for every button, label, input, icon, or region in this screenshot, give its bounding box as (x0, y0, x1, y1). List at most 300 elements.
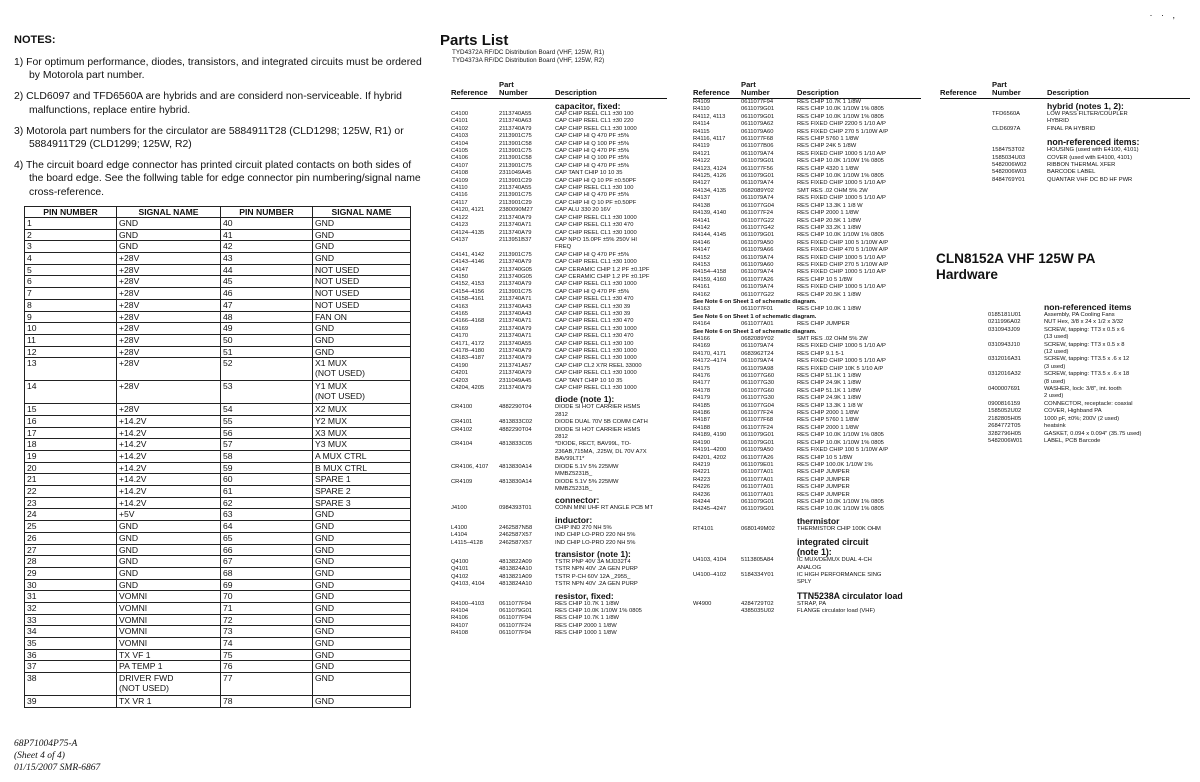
part-number-cell: 5482006W03 (992, 169, 1027, 176)
description-cell: CAP CHIP REEL CL1 ±30 470 (555, 222, 634, 229)
signal-name-cell: SPARE 1 (313, 474, 411, 486)
reference-cell: R4108 (451, 630, 469, 637)
description-cell: RES CHIP 10.0K 1 1/8W (797, 306, 862, 313)
signal-name-cell: +14.2V (117, 415, 221, 427)
reference-cell: C4105 (451, 148, 469, 155)
parts-row (693, 417, 921, 424)
pin-number-cell: 16 (25, 415, 117, 427)
reference-cell: R4186 (693, 410, 711, 417)
parts-row (693, 136, 921, 143)
table-row (25, 276, 411, 288)
pin-number-cell: 31 (25, 591, 117, 603)
reference-cell: C4123 (451, 222, 469, 229)
signal-name-cell: GND (313, 229, 411, 241)
parts-row (451, 566, 667, 573)
pin-number-cell: 51 (221, 346, 313, 358)
part-number-cell: 0611077F56 (741, 165, 774, 172)
reference-cell: R4236 (693, 491, 711, 498)
parts-row (451, 559, 667, 566)
description-cell: RES CHIP 1000 1 1/8W (555, 630, 617, 637)
signal-name-cell: +14.2V (117, 474, 221, 486)
reference-cell: C4201 (451, 370, 469, 377)
part-number-cell: 0611079A74 (741, 150, 774, 157)
reference-cell: C4137 (451, 236, 469, 243)
reference-cell: R4125, 4126 (693, 173, 727, 180)
table-row (25, 218, 411, 230)
parts-row (451, 111, 667, 118)
pin-number-cell: 73 (221, 626, 313, 638)
description-cell: BARCODE LABEL (1047, 169, 1096, 176)
pin-number-cell: 70 (221, 591, 313, 603)
part-number-cell: 0611079A74 (741, 358, 774, 365)
description-cell: RES CHIP JUMPER (797, 484, 850, 491)
reference-cell: C4141, 4142 (451, 251, 485, 258)
description-cell: SMT RES .02 OHM 5% 2W (797, 336, 868, 342)
part-number-cell: 0611079G01 (741, 432, 775, 439)
pin-number-cell: 63 (221, 509, 313, 521)
part-number-cell: 4284729T02 4385035U02 (741, 600, 775, 615)
pin-number-cell: 22 (25, 486, 117, 498)
description-cell: RES CHIP 9.1 5-1 (797, 350, 844, 357)
parts-column-header (940, 81, 1190, 99)
pin-number-cell: 29 (25, 567, 117, 579)
parts-row (940, 408, 1190, 415)
parts-row (451, 163, 667, 170)
table-row (25, 673, 411, 696)
reference-cell: R4100–4103 (451, 600, 485, 607)
reference-cell: R4170, 4171 (693, 350, 727, 357)
part-number-cell: 0611077F94 (499, 615, 532, 622)
description-cell: LABEL, PCB Barcode (1044, 437, 1101, 444)
parts-row (693, 366, 921, 373)
reference-cell: CR4109 (451, 478, 473, 485)
description-cell: SCREW, tapping: TT3.5 x .6 x 12 (3 used) (1044, 356, 1130, 370)
table-row (25, 521, 411, 533)
part-number-cell: 2113901C75 (499, 133, 532, 140)
description-cell: CONN MINI UHF RT ANGLE PCB MT (555, 505, 654, 512)
parts-row (693, 447, 921, 454)
pin-number-cell: 2 (25, 229, 117, 241)
parts-row (451, 133, 667, 140)
reference-cell: C4122 (451, 214, 469, 221)
description-cell: RES CHIP 13.3K 1 1/8 W (797, 402, 863, 409)
parts-row (693, 395, 921, 402)
section-heading: resistor, fixed: (555, 590, 614, 601)
reference-cell: R4138 (693, 202, 711, 209)
part-number-cell: 0611077F24 (741, 210, 774, 217)
table-row (25, 579, 411, 591)
part-number-cell: 0611079G01 (741, 106, 775, 113)
signal-name-cell: GND (313, 626, 411, 638)
pin-number-cell: 64 (221, 521, 313, 533)
signal-name-cell: GND (117, 229, 221, 241)
signal-name-cell: +28V (117, 264, 221, 276)
signal-name-cell: +14.2V (117, 427, 221, 439)
signal-name-cell: VOMNI (117, 614, 221, 626)
parts-row (451, 178, 667, 185)
description-cell: SMT RES .02 OHM 5% 2W (797, 187, 868, 194)
description-cell: TSTR PNP 40V 3A MJD32T4 (555, 558, 631, 565)
pin-number-cell: 60 (221, 474, 313, 486)
pin-number-cell: 75 (221, 649, 313, 661)
reference-cell: R4146 (693, 239, 711, 246)
part-number-cell: 0611077A26 (741, 454, 774, 461)
reference-cell: C4147 (451, 266, 469, 273)
signal-name-cell: GND (313, 521, 411, 533)
signal-name-cell: +14.2V (117, 451, 221, 463)
parts-row (693, 247, 921, 254)
description-cell: RES FIXED CHIP 1000 5 1/10 A/P (797, 269, 886, 276)
description-cell: SCREW, tapping: TT3.5 x .6 x 18 (8 used) (1044, 371, 1130, 385)
description-cell: RES CHIP 10.0K 1/10W 1% 0805 (555, 607, 642, 614)
signal-name-cell: GND (313, 673, 411, 696)
reference-cell: R4137 (693, 195, 711, 202)
description-cell: TSTR NPN 40V .2A GEN PURP (555, 566, 638, 573)
parts-row (451, 155, 667, 162)
part-number-cell: 0611079A98 (741, 365, 774, 372)
part-number-cell: 2113901C58 (499, 155, 532, 162)
part-number-cell: 0611077G30 (741, 380, 775, 387)
signal-name-cell: GND (313, 696, 411, 708)
signal-name-cell: GND (313, 661, 411, 673)
signal-name-cell: GND (313, 591, 411, 603)
signal-name-cell: +28V (117, 299, 221, 311)
part-number-cell: 0611077G60 (741, 387, 775, 394)
signal-name-cell: PA TEMP 1 (117, 661, 221, 673)
part-number-cell: 0611077F24 (499, 622, 532, 629)
parts-row (940, 319, 1190, 326)
parts-row (451, 267, 667, 274)
description-cell: RES CHIP 13.3K 1 1/8 W (797, 202, 863, 209)
reference-cell: R4219 (693, 461, 711, 468)
signal-name-cell: SPARE 3 (313, 497, 411, 509)
parts-row (693, 203, 921, 210)
parts-row (451, 363, 667, 370)
section-heading: hybrid (notes 1, 2): (1047, 101, 1124, 111)
part-number-cell: 0611077A01 (741, 321, 774, 328)
signal-name-cell: GND (117, 521, 221, 533)
parts-row (693, 410, 921, 417)
reference-cell: C4163 (451, 303, 469, 310)
part-number-cell: 0611079G01 (741, 113, 775, 120)
parts-row (693, 292, 921, 299)
part-number-cell: 0611079A74 (741, 343, 774, 350)
description-cell: CAP CHIP REEL CL1 ±30 100 (555, 340, 634, 347)
part-number-cell: 1584753T02 (992, 147, 1025, 154)
parts-row (451, 540, 667, 547)
parts-row (693, 232, 921, 239)
part-number-cell: 2113740G05 (499, 266, 533, 273)
description-cell: CAP CHIP REEL CL1 ±30 1000 (555, 125, 637, 132)
parts-row (940, 327, 1190, 342)
part-number-cell: 4813830A14 (499, 463, 532, 470)
description-cell: IC MUX/DEMUX DUAL 4-CH ANALOG (797, 557, 872, 571)
parts-row (693, 210, 921, 217)
pin-number-cell: 3 (25, 241, 117, 253)
description-cell: HOUSING (used with E4100, 4101) (1047, 147, 1139, 154)
part-number-cell: 0611079A74 (741, 195, 774, 202)
signal-name-cell: B MUX CTRL (313, 462, 411, 474)
signal-name-cell: X2 MUX (313, 404, 411, 416)
parts-row (451, 608, 667, 615)
note-3: 3) Motorola part numbers for the circulator are 5884911T28 (CLD1298; 125W, R1) or 5884911T29 (CLD1299; 125W, R2) (14, 125, 404, 151)
part-number-cell: 1585052U02 (988, 408, 1022, 415)
reference-cell: W4900 (693, 600, 712, 607)
description-cell: CONNECTOR, receptacle: coaxial (1044, 400, 1133, 407)
pin-number-cell: 45 (221, 276, 313, 288)
signal-name-cell: +28V (117, 323, 221, 335)
parts-row (451, 237, 667, 252)
parts-row (451, 185, 667, 192)
pin-number-cell: 20 (25, 462, 117, 474)
parts-row (940, 416, 1190, 423)
parts-row (451, 378, 667, 385)
parts-row (451, 274, 667, 281)
description-cell: heatsink (1044, 423, 1066, 430)
parts-row (451, 200, 667, 207)
part-number-cell: 4813833C02 (499, 419, 533, 426)
section-heading: connector: (555, 495, 600, 506)
description-cell: FINAL PA HYBRID (1047, 125, 1096, 132)
part-number-cell: 0611077G04 (741, 202, 775, 209)
description-cell: CAP CHIP HI Q 100 PF ±5% (555, 140, 630, 147)
section-heading: inductor: (555, 514, 593, 525)
pin-number-cell: 40 (221, 218, 313, 230)
part-number-cell: 0682089Y02 (741, 336, 774, 342)
part-number-cell: 0611079A74 (741, 284, 774, 291)
pin-number-cell: 59 (221, 462, 313, 474)
description-cell: RES CHIP 10.7K 1 1/8W (555, 615, 620, 622)
part-number-cell: 2113740A55 (499, 340, 532, 347)
part-number-cell: 2311049A45 (499, 170, 532, 177)
pin-number-cell: 18 (25, 439, 117, 451)
notes-title: NOTES: (14, 34, 56, 46)
pin-number-cell: 5 (25, 264, 117, 276)
pin-number-cell: 44 (221, 264, 313, 276)
signal-name-cell: +14.2V (117, 486, 221, 498)
reference-cell: C4101 (451, 118, 469, 125)
reference-cell: Q4101 (451, 566, 469, 573)
description-cell: CAP TANT CHIP 10 10 35 (555, 377, 623, 384)
reference-cell: R4134, 4135 (693, 187, 727, 194)
signal-name-cell: GND (117, 218, 221, 230)
reference-cell: C4103 (451, 133, 469, 140)
header-description: Description (555, 88, 597, 97)
reference-cell: RT4101 (693, 525, 714, 532)
header-reference: Reference (693, 88, 730, 97)
part-number-cell: 0611079A50 (741, 447, 774, 454)
parts-row (451, 532, 667, 539)
reference-cell: C4166–4168 (451, 318, 485, 325)
part-number-cell: 0611077F94 (499, 630, 532, 637)
part-number-cell: 8484769Y01 (992, 176, 1025, 183)
reference-cell: R4188 (693, 424, 711, 431)
parts-list-body (693, 99, 921, 616)
parts-row (451, 333, 667, 340)
signal-name-cell: +28V (117, 311, 221, 323)
parts-list-body (940, 101, 1190, 184)
header-signal-name-1: SIGNAL NAME (117, 207, 221, 218)
signal-name-cell: GND (313, 649, 411, 661)
pin-number-cell: 21 (25, 474, 117, 486)
pin-number-cell: 66 (221, 544, 313, 556)
part-number-cell: 5184334Y01 (741, 571, 774, 578)
description-cell: RES CHIP 24.9K 1 1/8W (797, 395, 862, 402)
part-number-cell: 0611077F68 (741, 136, 774, 143)
signal-name-cell: GND (117, 241, 221, 253)
description-cell: CAP CHIP REEL CL1 ±30 39 (555, 310, 631, 317)
part-number-cell: 0611079E01 (741, 461, 774, 468)
description-cell: RES CHIP 2000 1 1/8W (555, 622, 617, 629)
part-number-cell: 0312016A31 (988, 356, 1021, 363)
signal-name-cell: +28V (117, 346, 221, 358)
parts-column-2 (693, 81, 921, 616)
part-number-cell: CLD6097A (992, 125, 1021, 132)
signal-name-cell: NOT USED (313, 276, 411, 288)
part-number-cell: 2113951B37 (499, 236, 532, 243)
parts-row (451, 304, 667, 311)
description-cell: RES CHIP 10.0K 1/10W 1% 0805 (797, 106, 884, 113)
part-number-cell: 0611079A50 (741, 239, 774, 246)
pin-number-cell: 71 (221, 602, 313, 614)
reference-cell: R4114 (693, 121, 710, 128)
description-cell: CAP CHIP REEL CL1 ±30 1000 (555, 325, 637, 332)
part-number-cell: 2113741A57 (499, 362, 532, 369)
description-cell: DIODE SI HOT CARRIER HSMS 2812 (555, 426, 641, 441)
parts-row (451, 404, 667, 419)
part-number-cell: 0680149M02 (741, 525, 775, 532)
description-cell: RES CHIP JUMPER (797, 321, 850, 328)
parts-row (940, 438, 1190, 445)
section-heading: integrated circuit (note 1): (797, 537, 869, 558)
parts-row (693, 557, 921, 572)
description-cell: CAP CHIP REEL CL1 ±30 470 (555, 318, 634, 325)
reference-cell: C4100 (451, 111, 469, 117)
signal-name-cell: GND (313, 556, 411, 568)
pin-number-cell: 33 (25, 614, 117, 626)
description-cell: CAP CHIP REEL CL1 ±30 220 (555, 118, 634, 125)
description-cell: RIBBON THERMAL XFER (1047, 162, 1116, 169)
reference-cell: C4190 (451, 362, 469, 369)
description-cell: RES CHIP 100.0K 1/10W 1% (797, 461, 873, 468)
description-cell: CAP CHIP HI Q 470 PF ±5% (555, 251, 630, 258)
part-number-cell: 0611077F94 (499, 600, 532, 607)
signal-name-cell: VOMNI (117, 591, 221, 603)
schematic-note: See Note 6 on Sheet 1 of schematic diagram. (693, 298, 817, 305)
table-row (25, 229, 411, 241)
parts-row (693, 351, 921, 358)
table-row (25, 334, 411, 346)
description-cell: RES CHIP JUMPER (797, 476, 850, 483)
parts-row (940, 371, 1190, 386)
part-number-cell: 0611079A62 (741, 121, 774, 128)
pin-number-cell: 17 (25, 427, 117, 439)
pin-number-cell: 72 (221, 614, 313, 626)
part-number-cell: 0611077A01 (741, 491, 774, 498)
table-row (25, 649, 411, 661)
parts-row (451, 419, 667, 426)
parts-row (451, 192, 667, 199)
table-row (25, 323, 411, 335)
parts-row (451, 574, 667, 581)
description-cell: CAP CHIP HI Q 470 PF ±5% (555, 192, 630, 199)
pin-number-cell: 26 (25, 532, 117, 544)
parts-row (693, 277, 921, 284)
table-row (25, 614, 411, 626)
table-row (25, 591, 411, 603)
description-cell: DIODE 5.1V 5% 225MW MMBZ5231B_ (555, 478, 619, 492)
part-number-cell: 0611077F24 (741, 410, 774, 417)
part-number-cell: 0682089Y02 (741, 187, 774, 194)
description-cell: RES CHIP 24K 5 1/8W (797, 143, 857, 150)
part-number-cell: 0611079A74 (741, 180, 774, 187)
pin-number-cell: 62 (221, 497, 313, 509)
reference-cell: R4142 (693, 224, 711, 231)
part-number-cell: 2113901C75 (499, 148, 532, 155)
description-cell: IC HIGH PERFORMANCE SING SPLY (797, 571, 882, 586)
description-cell: RES CHIP 10 5 1/8W (797, 276, 853, 283)
section-heading: TTN5238A circulator load (797, 590, 903, 601)
description-cell: TSTR P-CH 60V 12A _2955_ (555, 573, 631, 580)
description-cell: CAP CHIP REEL CL1 ±30 100 (555, 111, 634, 117)
part-number-cell: 0400007691 (988, 386, 1021, 393)
pin-signal-table (24, 206, 411, 708)
part-number-cell: 2113740A79 (499, 325, 532, 332)
part-number-cell: 0611077F24 (741, 424, 774, 431)
description-cell: RES CHIP 10.7K 1 1/8W (555, 600, 620, 607)
pin-number-cell: 12 (25, 346, 117, 358)
part-number-cell: 0611079G01 (741, 498, 775, 505)
reference-cell: R4121 (693, 150, 711, 157)
part-number-cell: 5482006W02 (992, 162, 1027, 169)
description-cell: CAP NPO 15.0PF ±5% 250V HI FREQ (555, 236, 638, 251)
pin-number-cell: 34 (25, 626, 117, 638)
description-cell: RES FIXED CHIP 1000 5 1/10 A/P (797, 180, 886, 187)
pin-number-cell: 39 (25, 696, 117, 708)
description-cell: RES FIXED CHIP 100 5 1/10W A/P (797, 447, 889, 454)
table-row (25, 462, 411, 474)
reference-cell: R4154–4158 (693, 269, 727, 276)
reference-cell: R4123, 4124 (693, 165, 727, 172)
part-number-cell: 5113805A84 (741, 557, 774, 564)
part-number-cell: 4882290T04 (499, 404, 532, 411)
signal-name-cell: +14.2V (117, 497, 221, 509)
signal-name-cell: Y1 MUX (NOT USED) (313, 381, 411, 404)
signal-name-cell: NOT USED (313, 264, 411, 276)
reference-cell: R4185 (693, 402, 711, 409)
parts-row (451, 311, 667, 318)
pin-number-cell: 48 (221, 311, 313, 323)
reference-cell: R4110 (693, 106, 710, 113)
parts-row (693, 99, 921, 106)
signal-name-cell: DRIVER FWD (NOT USED) (117, 673, 221, 696)
reference-cell: R4104 (451, 607, 469, 614)
signal-name-cell: TX VF 1 (117, 649, 221, 661)
description-cell: CAP CHIP REEL CL1 ±30 1000 (555, 348, 637, 354)
part-number-cell: 2182805H05 (988, 415, 1022, 422)
reference-cell: Q4100 (451, 558, 469, 565)
reference-cell: C4106 (451, 155, 469, 162)
description-cell: RES CHIP 10.7K 1 1/8W (797, 99, 862, 105)
signal-name-cell: +28V (117, 288, 221, 300)
part-number-cell: 2462587X57 (499, 532, 532, 539)
parts-row (693, 440, 921, 447)
reference-cell: C4109 (451, 177, 469, 184)
parts-row (451, 441, 667, 463)
pin-number-cell: 46 (221, 288, 313, 300)
pin-table-header (25, 207, 411, 218)
pin-number-cell: 58 (221, 451, 313, 463)
